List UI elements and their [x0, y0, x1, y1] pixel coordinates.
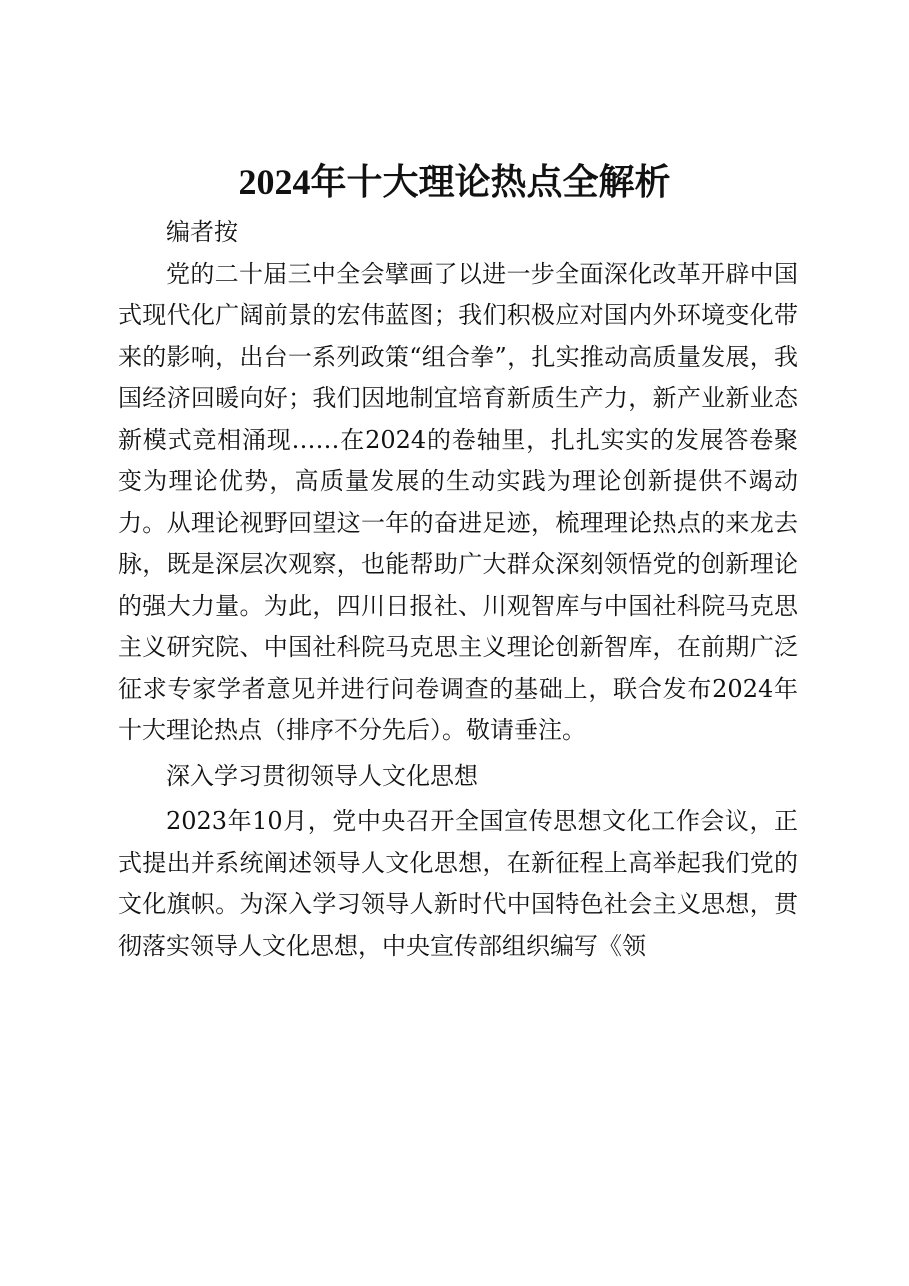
- paragraph-section-1: 2023年10月，党中央召开全国宣传思想文化工作会议，正式提出并系统阐述领导人文化思想，在新征程上高举起我们党的文化旗帜。为深入学习领导人新时代中国特色社会主义思想，贯彻落实领导人文化思想，中央宣传部组织编写《领: [118, 807, 798, 960]
- editor-note-label: 编者按: [166, 218, 238, 246]
- document-title: 2024年十大理论热点全解析: [238, 162, 671, 202]
- section-heading: 深入学习贯彻领导人文化思想: [166, 761, 478, 790]
- paragraph-editor-note: 党的二十届三中全会擘画了以进一步全面深化改革开辟中国式现代化广阔前景的宏伟蓝图；我们积极应对国内外环境变化带来的影响，出台一系列政策“组合拳”，扎实推动高质量发展，我国经济回暖向好；我们因地制宜培育新质生产力，新产业新业态新模式竞相涌现……在2024的卷轴里，扎扎实实的发展答卷聚变为理论优势，高质量发展的生动实践为理论创新提供不竭动力。从理论视野回望这一年的奋进足迹，梳理理论热点的来龙去脉，既是深层次观察，也能帮助广大群众深刻领悟党的创新理论的强大力量。为此，四川日报社、川观智库与中国社科院马克思主义研究院、中国社科院马克思主义理论创新智库，在前期广泛征求专家学者意见并进行问卷调查的基础上，联合发布2024年十大理论热点（排序不分先后）。敬请垂注。: [118, 259, 798, 744]
- document-body: [118, 212, 798, 967]
